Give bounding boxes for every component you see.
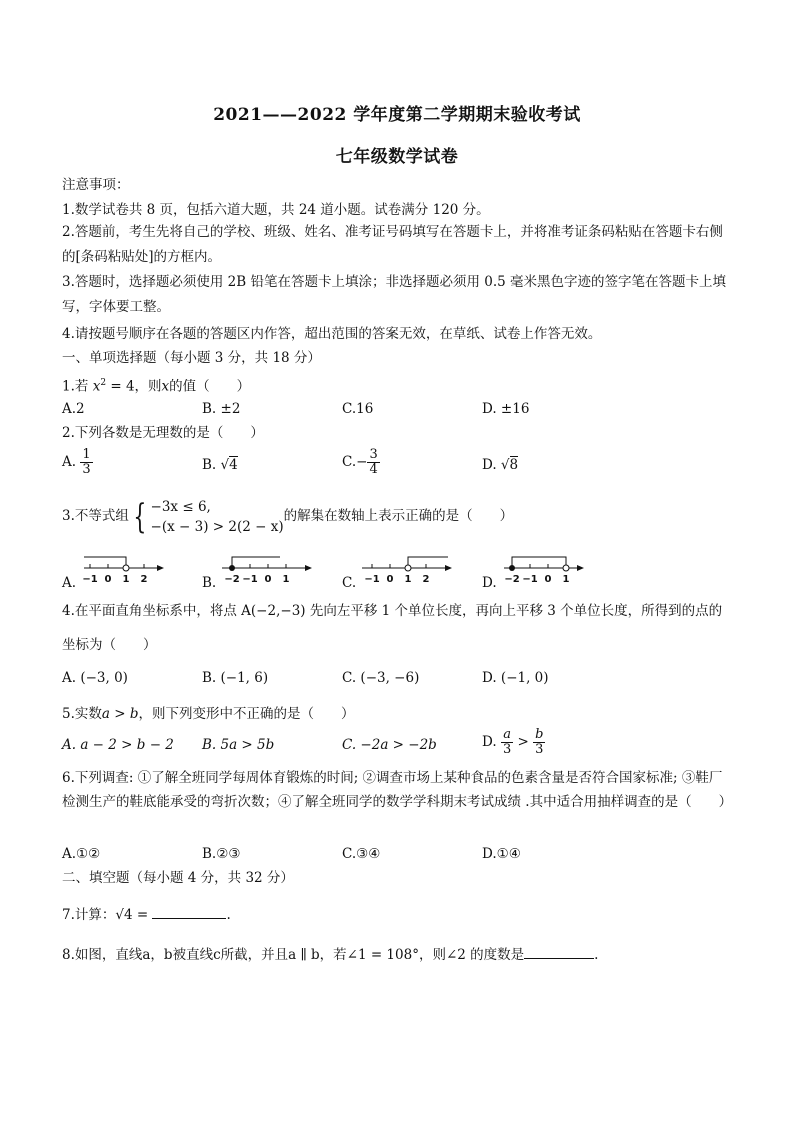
q7-pre: 7.计算： [62, 907, 116, 923]
question-2: 2.下列各数是无理数的是（ ） [62, 425, 264, 441]
q2-option-c[interactable]: C.− $\frac{3}{4}$ [342, 447, 378, 477]
q1-option-a[interactable]: A.2 [62, 401, 85, 417]
nl-d-tick-3: 0 [544, 574, 552, 585]
q3-option-d[interactable]: D. [482, 575, 497, 591]
q3-option-b[interactable]: B. [202, 575, 217, 591]
q3-row1: −3x ≤ 6, [150, 498, 211, 515]
section1-heading: 一、单项选择题（每小题 3 分，共 18 分） [62, 350, 321, 366]
nl-b-tick-3: 0 [264, 574, 272, 585]
q1-option-c[interactable]: C.16 [342, 401, 374, 417]
q7-answer-blank[interactable] [152, 904, 226, 919]
q7-post: . [226, 907, 231, 923]
q5-option-b[interactable]: B. 5a > 5b [202, 737, 275, 753]
nl-c-tick-3: 1 [404, 574, 412, 585]
q3-pre: 3.不等式组 [62, 508, 129, 524]
question-7 [62, 904, 231, 924]
nl-d-tick-2: −1 [522, 574, 538, 585]
q4-option-d[interactable]: D. (−1, 0) [482, 670, 549, 686]
q2-option-b[interactable]: B. √4 [202, 457, 238, 473]
q5-pre: 5.实数 [62, 706, 102, 722]
q3-post: 的解集在数轴上表示正确的是（ ） [283, 508, 514, 524]
q2-option-c-label: C. [342, 454, 357, 470]
note-item-4: 4.请按题号顺序在各题的答题区内作答，超出范围的答案无效，在草纸、试卷上作答无效。 [62, 326, 602, 342]
q8-post: . [594, 947, 599, 963]
nl-c-tick-2: 0 [386, 574, 394, 585]
numberline-b [218, 550, 318, 586]
q3-row2: −(x − 3) > 2(2 − x) [150, 518, 284, 535]
q2-option-a-label: A. [62, 454, 77, 470]
q6-option-b[interactable]: B.②③ [202, 846, 241, 862]
q1-option-b[interactable]: B. ±2 [202, 401, 241, 417]
question-4-line2: 坐标为（ ） [62, 637, 157, 653]
q3-option-a[interactable]: A. [62, 575, 77, 591]
q2-option-b-label: B. [202, 457, 217, 473]
question-1: 1.若 $x^2 = 4$，则x的值（ ） [62, 378, 251, 395]
q2-option-a[interactable]: A. $\frac{1}{3}$ [62, 447, 91, 477]
section2-heading: 二、填空题（每小题 4 分，共 32 分） [62, 870, 294, 886]
note-item-3: 3.答题时，选择题必须使用 2B 铅笔在答题卡上填涂；非选择题必须用 0.5 毫米黑色字迹的签字笔在答题卡上填写，字体要工整。 [62, 274, 727, 315]
q5-option-d-label: D. [482, 734, 497, 750]
q1-post: 的值（ ） [169, 378, 251, 395]
numberline-a [80, 550, 170, 586]
numberline-c [358, 550, 458, 586]
note-item-2: 2.答题前，考生先将自己的学校、班级、姓名、准考证号码填写在答题卡上，并将准考证条码粘贴在答题卡右侧的[条码粘贴处]的方框内。 [62, 224, 723, 265]
q5-option-a[interactable]: A. a − 2 > b − 2 [62, 737, 174, 753]
nl-c-tick-1: −1 [364, 574, 380, 585]
q2-option-d-label: D. [482, 457, 497, 473]
q8-text: 8.如图，直线a，b被直线c所截，并且a ∥ b，若∠1 = 108°，则∠2 的度数是 [62, 947, 525, 963]
q4-option-a[interactable]: A. (−3, 0) [62, 670, 128, 686]
nl-a-tick-1: −1 [82, 574, 98, 585]
q6-option-a[interactable]: A.①② [62, 846, 101, 862]
nl-a-tick-2: 0 [104, 574, 112, 585]
q1-option-d[interactable]: D. ±16 [482, 401, 530, 417]
question-3: 3.不等式组 { −3x ≤ 6, −(x − 3) > 2(2 − x) 的解集在数轴上表示正确的是（ ） [62, 496, 514, 537]
q4-option-c[interactable]: C. (−3, −6) [342, 670, 420, 686]
numberline-d [500, 550, 590, 586]
nl-a-tick-3: 1 [122, 574, 130, 585]
question-8 [62, 944, 598, 964]
notes-heading: 注意事项： [62, 177, 130, 193]
q8-answer-blank[interactable] [524, 944, 594, 959]
q1-mid: ，则 [134, 378, 162, 395]
q5-cond: a > b [101, 706, 139, 722]
q3-option-c[interactable]: C. [342, 575, 357, 591]
nl-d-tick-1: −2 [504, 574, 520, 585]
note-item-1: 1.数学试卷共 8 页，包括六道大题，共 24 道小题。试卷满分 120 分。 [62, 202, 490, 218]
q5-option-d[interactable]: D. $\frac{a}{3}$ > $\frac{b}{3}$ [482, 727, 544, 757]
nl-c-tick-4: 2 [422, 574, 430, 585]
q5-post: ，则下列变形中不正确的是（ ） [138, 706, 355, 722]
question-5 [62, 705, 354, 723]
nl-b-tick-4: 1 [282, 574, 290, 585]
nl-b-tick-2: −1 [242, 574, 258, 585]
q4-option-b[interactable]: B. (−1, 6) [202, 670, 269, 686]
exam-title: 2021——2022 学年度第二学期期末验收考试 [213, 105, 581, 125]
q2-option-d[interactable]: D. √8 [482, 457, 519, 473]
q6-option-d[interactable]: D.①④ [482, 846, 521, 862]
question-4-line1: 4.在平面直角坐标系中，将点 A(−2,−3) 先向左平移 1 个单位长度，再向上平移 3 个单位长度，所得到的点的 [62, 603, 723, 619]
q1-pre: 1.若 [62, 378, 89, 395]
nl-d-tick-4: 1 [562, 574, 570, 585]
exam-subtitle: 七年级数学试卷 [335, 147, 459, 167]
q5-option-c[interactable]: C. −2a > −2b [342, 737, 437, 753]
nl-a-tick-4: 2 [140, 574, 148, 585]
nl-b-tick-1: −2 [224, 574, 240, 585]
question-6: 6.下列调查: ①了解全班同学每周体育锻炼的时间; ②调查市场上某种食品的色素含量是否符合国家标准; ③鞋厂检测生产的鞋底能承受的弯折次数；④了解全班同学的数学学科期末考试成绩 .其中适合用抽样调查的是（ ） [62, 770, 733, 810]
q6-option-c[interactable]: C.③④ [342, 846, 381, 862]
q7-expr: √4 = [115, 907, 149, 923]
